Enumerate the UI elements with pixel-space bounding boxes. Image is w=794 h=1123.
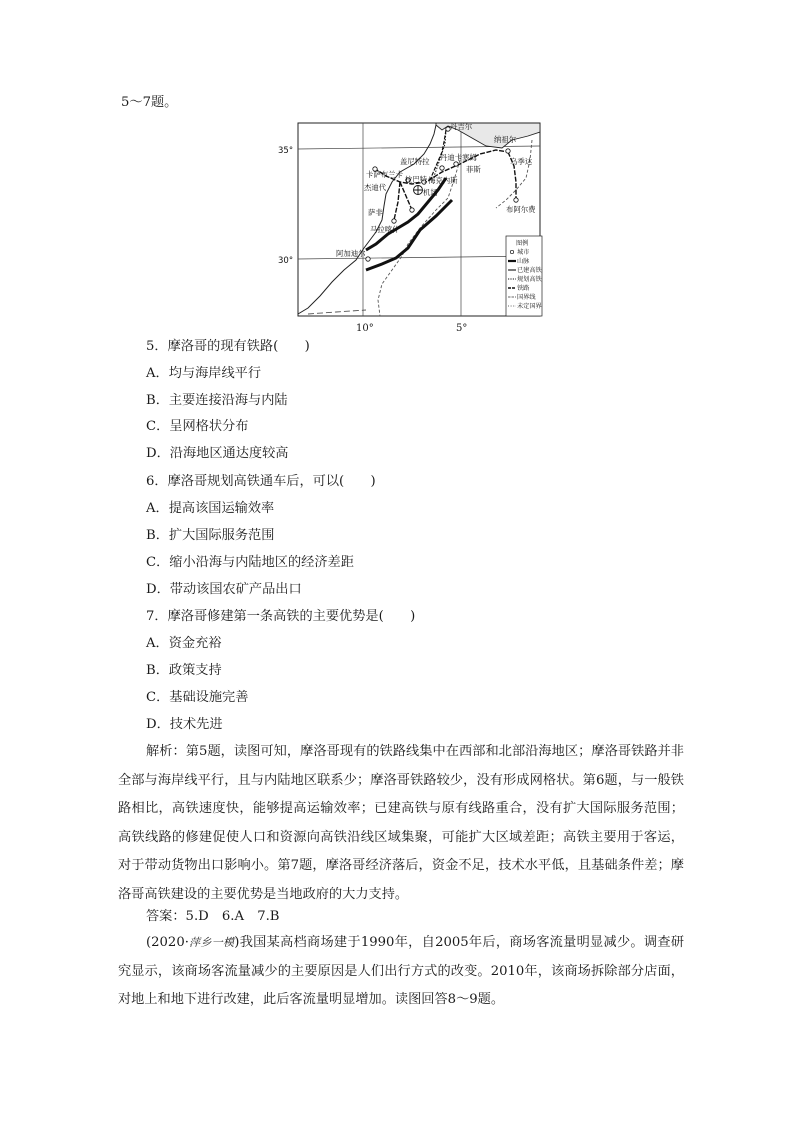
city-label: 菲斯 bbox=[466, 165, 481, 174]
city-marker bbox=[440, 166, 444, 170]
intro-text: 5～7题。 bbox=[121, 95, 178, 110]
lat-label: 35° bbox=[278, 146, 294, 156]
city-marker bbox=[506, 149, 510, 153]
city-marker bbox=[410, 208, 414, 212]
source-name: 萍乡一模 bbox=[188, 936, 235, 949]
city-marker bbox=[392, 219, 396, 223]
city-label: 阿加迪尔 bbox=[336, 249, 366, 258]
next-intro-text: 我国某高档商场建于1990年，自2005年后，商场客流量明显减少。调查研究显示，该商场客流量减少的主要原因是人们出行方式的改变。2010年，该商场拆除部分店面，对地上和地下进行改建，此后客流量明显增加。读图回答8～9题。 bbox=[118, 935, 685, 1008]
city-label: 丹吉尔 bbox=[450, 122, 473, 131]
answer-line: 答案：5.D 6.A 7.B bbox=[146, 909, 280, 924]
analysis-paragraph bbox=[118, 738, 684, 910]
option: A．资金充裕 bbox=[146, 636, 222, 651]
lat-label: 30° bbox=[278, 256, 294, 266]
option: C．基础设施完善 bbox=[146, 690, 249, 705]
option: B．主要连接沿海与内陆 bbox=[146, 393, 288, 408]
city-label: 布阿尔费 bbox=[506, 205, 536, 214]
map-legend bbox=[506, 236, 543, 316]
option: C．缩小沿海与内陆地区的经济差距 bbox=[146, 555, 354, 570]
city-label: 乌季达 bbox=[510, 157, 533, 166]
option: D．技术先进 bbox=[146, 717, 223, 732]
question-stem: 5．摩洛哥的现有铁路( ) bbox=[146, 339, 310, 354]
next-question-intro bbox=[118, 929, 684, 1015]
city-marker bbox=[366, 257, 370, 261]
option: D．沿海地区通达度较高 bbox=[146, 446, 289, 461]
city-label: 丹迪卡塞姆 bbox=[440, 153, 477, 162]
city-label: 梅克内斯 bbox=[428, 176, 458, 185]
question-stem: 7．摩洛哥修建第一条高铁的主要优势是( ) bbox=[146, 609, 416, 624]
legend-city-icon bbox=[510, 250, 513, 253]
city-label: 纳祖尔 bbox=[494, 135, 517, 144]
city-label: 拉巴特 bbox=[405, 175, 428, 184]
city-label: 盖尼特拉 bbox=[400, 157, 430, 166]
legend-item: 山脉 bbox=[517, 258, 530, 265]
city-label: 卡萨布兰卡 bbox=[366, 170, 403, 179]
lon-label: 5° bbox=[456, 323, 468, 334]
analysis-text: 解析：第5题，读图可知，摩洛哥现有的铁路线集中在西部和北部沿海地区；摩洛哥铁路并非全部与海岸线平行，且与内陆地区联系少；摩洛哥铁路较少，没有形成网格状。第6题，与一般铁路相比，高铁速度快，能够提高运输效率；已建高铁与原有线路重合，没有扩大国际服务范围；高铁线路的修建促使人口和资源向高铁沿线区域集聚，可能扩大区域差距；高铁主要用于客运，对于带动货物出口影响小。第7题，摩洛哥经济落后，资金不足，技术水平低，且基础条件差；摩洛哥高铁建设的主要优势是当地政府的大力支持。 bbox=[118, 744, 684, 902]
city-label: 机场 bbox=[423, 188, 438, 197]
city-label: 杰迪代 bbox=[364, 183, 387, 192]
airport-symbol bbox=[414, 186, 423, 195]
option: C．呈网格状分布 bbox=[146, 419, 249, 434]
option: A．均与海岸线平行 bbox=[146, 366, 262, 381]
morocco-railway-map bbox=[278, 120, 544, 320]
legend-item: 规划高铁 bbox=[517, 276, 542, 283]
option: D．带动该国农矿产品出口 bbox=[146, 582, 302, 597]
legend-item: 国界线 bbox=[517, 294, 536, 301]
source-close: ) bbox=[234, 935, 240, 950]
legend-item: 铁路 bbox=[517, 285, 530, 292]
question-stem: 6．摩洛哥规划高铁通车后，可以( ) bbox=[146, 474, 376, 489]
legend-item: 已建高铁 bbox=[517, 267, 542, 274]
source-open: (2020· bbox=[146, 935, 189, 950]
city-label: 萨非 bbox=[368, 208, 383, 217]
option: B．扩大国际服务范围 bbox=[146, 528, 275, 543]
city-label: 马拉喀什 bbox=[370, 225, 400, 234]
legend-title: 图例 bbox=[516, 240, 529, 247]
legend-item: 未定国界 bbox=[517, 303, 542, 310]
option: B．政策支持 bbox=[146, 663, 222, 678]
city-marker bbox=[454, 162, 458, 166]
lon-label: 10° bbox=[356, 323, 374, 334]
city-marker bbox=[514, 198, 518, 202]
legend-item: 城市 bbox=[517, 249, 530, 256]
option: A．提高该国运输效率 bbox=[146, 501, 275, 516]
